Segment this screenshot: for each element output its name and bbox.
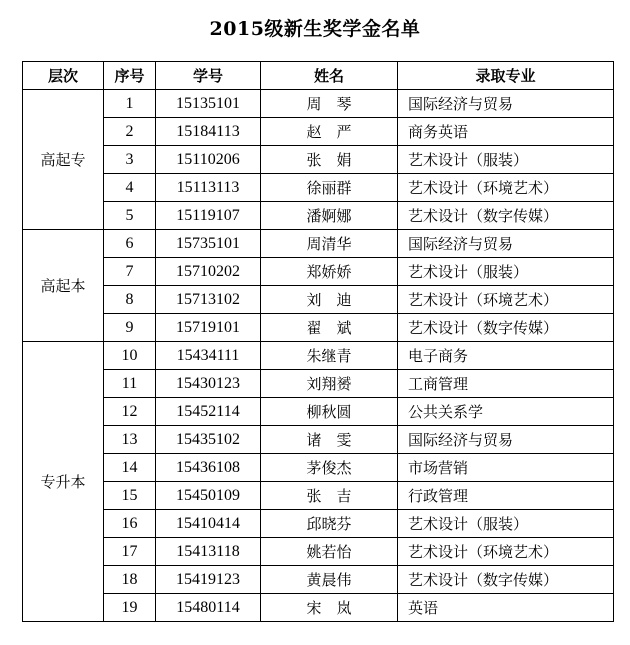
major-cell: 艺术设计（数字传媒） [398, 202, 614, 230]
major-cell: 艺术设计（服装） [398, 146, 614, 174]
table-row [23, 342, 614, 370]
major-cell: 工商管理 [398, 370, 614, 398]
student-id-cell: 15735101 [156, 230, 261, 258]
name-cell: 徐丽群 [261, 174, 398, 202]
major-cell: 商务英语 [398, 118, 614, 146]
table-row [23, 174, 614, 202]
student-id-cell: 15410414 [156, 510, 261, 538]
seq-cell: 8 [104, 286, 156, 314]
major-cell: 艺术设计（服装） [398, 258, 614, 286]
table-body [23, 90, 614, 622]
major-cell: 电子商务 [398, 342, 614, 370]
table-row [23, 202, 614, 230]
name-cell: 赵 严 [261, 118, 398, 146]
table-row [23, 118, 614, 146]
name-cell: 周 琴 [261, 90, 398, 118]
header-level: 层次 [23, 62, 104, 90]
major-cell: 英语 [398, 594, 614, 622]
name-cell: 周清华 [261, 230, 398, 258]
seq-cell: 3 [104, 146, 156, 174]
student-id-cell: 15710202 [156, 258, 261, 286]
major-cell: 国际经济与贸易 [398, 426, 614, 454]
student-id-cell: 15480114 [156, 594, 261, 622]
seq-cell: 11 [104, 370, 156, 398]
student-id-cell: 15135101 [156, 90, 261, 118]
major-cell: 艺术设计（服装） [398, 510, 614, 538]
seq-cell: 15 [104, 482, 156, 510]
name-cell: 刘翔赟 [261, 370, 398, 398]
student-id-cell: 15110206 [156, 146, 261, 174]
table-header-row [23, 62, 614, 90]
seq-cell: 16 [104, 510, 156, 538]
table-row [23, 594, 614, 622]
level-cell: 高起专 [23, 90, 104, 230]
table-row [23, 510, 614, 538]
table-row [23, 538, 614, 566]
table-row [23, 370, 614, 398]
table-row [23, 90, 614, 118]
name-cell: 郑娇娇 [261, 258, 398, 286]
seq-cell: 18 [104, 566, 156, 594]
student-id-cell: 15435102 [156, 426, 261, 454]
major-cell: 艺术设计（数字传媒） [398, 566, 614, 594]
student-id-cell: 15452114 [156, 398, 261, 426]
name-cell: 邱晓芬 [261, 510, 398, 538]
student-id-cell: 15719101 [156, 314, 261, 342]
name-cell: 姚若怡 [261, 538, 398, 566]
seq-cell: 4 [104, 174, 156, 202]
major-cell: 市场营销 [398, 454, 614, 482]
table-row [23, 398, 614, 426]
major-cell: 国际经济与贸易 [398, 90, 614, 118]
table-row [23, 454, 614, 482]
name-cell: 黄晨伟 [261, 566, 398, 594]
major-cell: 艺术设计（数字传媒） [398, 314, 614, 342]
major-cell: 艺术设计（环境艺术） [398, 538, 614, 566]
table-row [23, 566, 614, 594]
name-cell: 诸 雯 [261, 426, 398, 454]
header-student-id: 学号 [156, 62, 261, 90]
student-id-cell: 15113113 [156, 174, 261, 202]
major-cell: 行政管理 [398, 482, 614, 510]
major-cell: 国际经济与贸易 [398, 230, 614, 258]
level-cell: 专升本 [23, 342, 104, 622]
major-cell: 艺术设计（环境艺术） [398, 174, 614, 202]
student-id-cell: 15430123 [156, 370, 261, 398]
name-cell: 刘 迪 [261, 286, 398, 314]
name-cell: 张 吉 [261, 482, 398, 510]
name-cell: 张 娟 [261, 146, 398, 174]
scholarship-table [22, 61, 614, 622]
seq-cell: 1 [104, 90, 156, 118]
student-id-cell: 15119107 [156, 202, 261, 230]
seq-cell: 19 [104, 594, 156, 622]
seq-cell: 12 [104, 398, 156, 426]
name-cell: 柳秋圆 [261, 398, 398, 426]
name-cell: 宋 岚 [261, 594, 398, 622]
document-title: 2015级新生奖学金名单 [209, 18, 421, 40]
student-id-cell: 15413118 [156, 538, 261, 566]
table-row [23, 482, 614, 510]
student-id-cell: 15184113 [156, 118, 261, 146]
student-id-cell: 15419123 [156, 566, 261, 594]
student-id-cell: 15436108 [156, 454, 261, 482]
seq-cell: 5 [104, 202, 156, 230]
student-id-cell: 15434111 [156, 342, 261, 370]
name-cell: 朱继青 [261, 342, 398, 370]
name-cell: 茅俊杰 [261, 454, 398, 482]
seq-cell: 6 [104, 230, 156, 258]
header-name: 姓名 [261, 62, 398, 90]
seq-cell: 13 [104, 426, 156, 454]
major-cell: 公共关系学 [398, 398, 614, 426]
table-row [23, 230, 614, 258]
level-cell: 高起本 [23, 230, 104, 342]
table-row [23, 146, 614, 174]
header-seq: 序号 [104, 62, 156, 90]
seq-cell: 7 [104, 258, 156, 286]
student-id-cell: 15713102 [156, 286, 261, 314]
major-cell: 艺术设计（环境艺术） [398, 286, 614, 314]
student-id-cell: 15450109 [156, 482, 261, 510]
seq-cell: 17 [104, 538, 156, 566]
seq-cell: 2 [104, 118, 156, 146]
header-major: 录取专业 [398, 62, 614, 90]
table-row [23, 258, 614, 286]
seq-cell: 14 [104, 454, 156, 482]
name-cell: 翟 斌 [261, 314, 398, 342]
table-row [23, 426, 614, 454]
table-row [23, 314, 614, 342]
seq-cell: 9 [104, 314, 156, 342]
name-cell: 潘婀娜 [261, 202, 398, 230]
seq-cell: 10 [104, 342, 156, 370]
table-row [23, 286, 614, 314]
